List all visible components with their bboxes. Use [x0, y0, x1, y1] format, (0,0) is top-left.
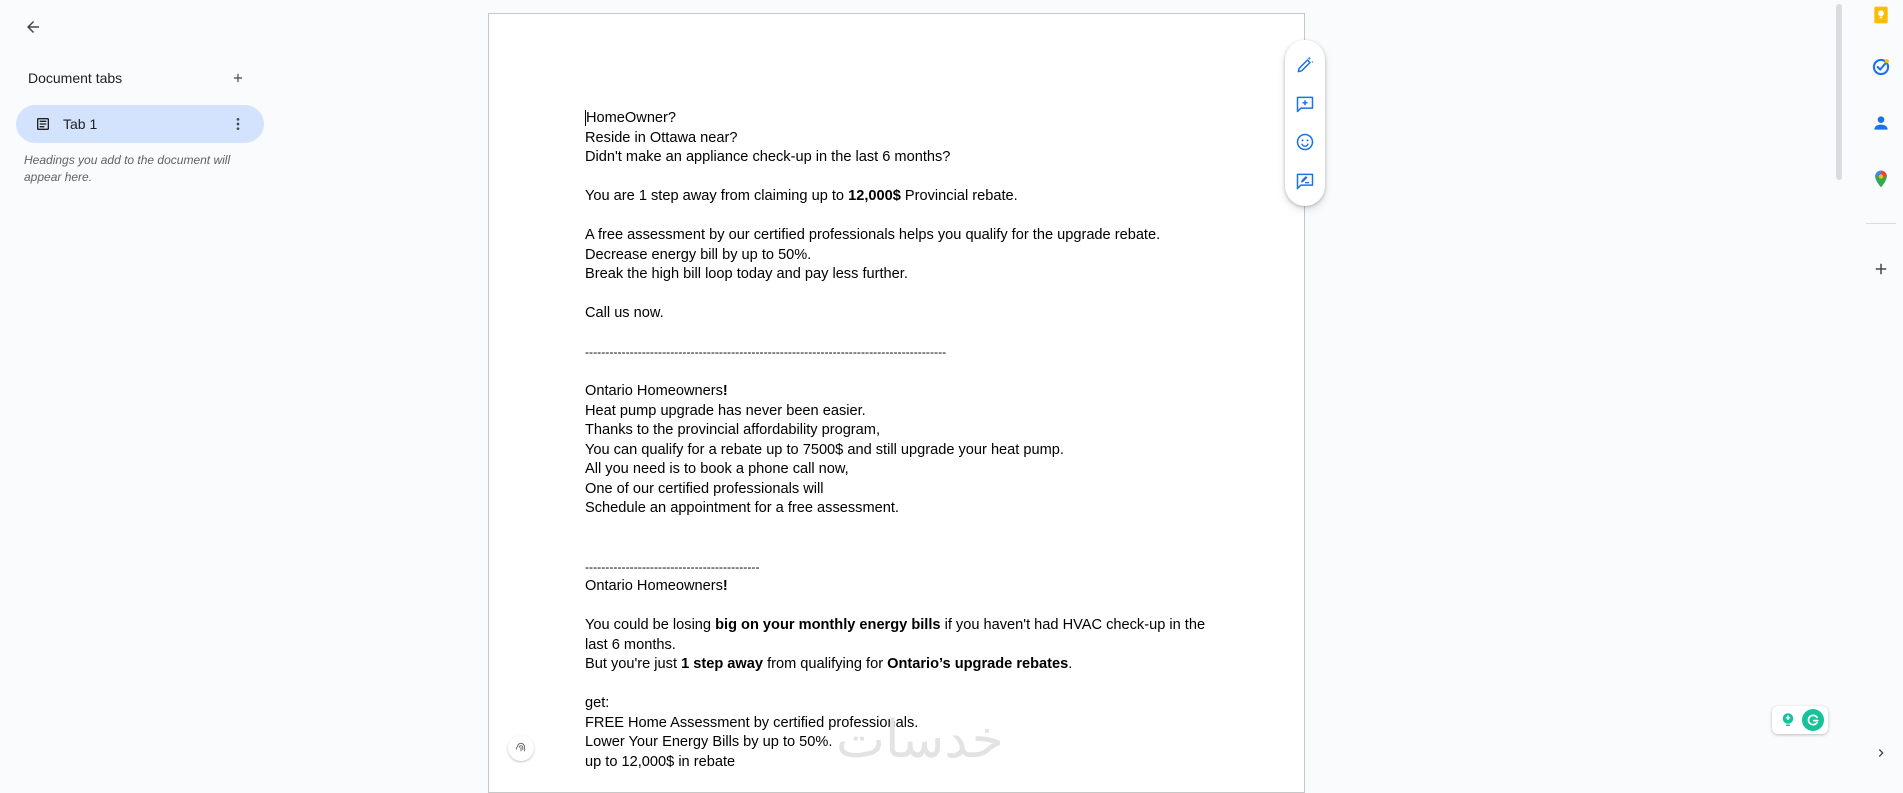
doc-separator: ----------------------------------------------------------------------------------------- — [585, 345, 947, 359]
doc-line: One of our certified professionals will — [585, 480, 824, 497]
doc-line — [585, 109, 1225, 129]
doc-line: All you need is to book a phone call now, — [585, 461, 849, 477]
chevron-right-icon — [1874, 746, 1888, 760]
doc-heading-line — [585, 577, 1225, 597]
doc-blank-line — [585, 597, 1225, 617]
suggest-edits-button[interactable] — [1291, 167, 1319, 195]
doc-text: You are 1 step away from claiming up to — [585, 188, 849, 204]
doc-line — [585, 655, 1225, 675]
document-page[interactable] — [488, 13, 1305, 793]
doc-bold-text: Ontario’s upgrade rebates — [887, 656, 1069, 672]
doc-line: Call us now. — [585, 305, 664, 321]
doc-line: Reside in Ottawa near? — [585, 129, 738, 146]
document-tabs-title: Document tabs — [28, 70, 123, 86]
fingerprint-icon — [514, 741, 528, 755]
doc-line: Lower Your Energy Bills by up to 50%. — [585, 734, 833, 750]
tasks-icon — [1871, 57, 1891, 77]
tab-item-tab-1[interactable] — [16, 105, 264, 143]
doc-line — [585, 187, 1225, 207]
doc-blank-line — [585, 207, 1225, 227]
contacts-button[interactable] — [1866, 108, 1896, 138]
add-comment-icon — [1295, 94, 1315, 114]
vertical-scrollbar[interactable] — [1834, 0, 1844, 779]
arrow-left-icon — [24, 18, 42, 36]
doc-separator: ------------------------------------------- — [585, 559, 760, 574]
doc-line: Decrease energy bill by up to 50%. — [585, 246, 812, 263]
doc-line: A free assessment by our certified professionals helps you qualify for the upgrade rebate. — [585, 227, 1161, 243]
doc-heading-line — [585, 382, 1225, 402]
doc-blank-line — [585, 538, 1225, 558]
doc-blank-line — [585, 324, 1225, 344]
doc-line: up to 12,000$ in rebate — [585, 753, 736, 770]
maps-pin-icon — [1871, 169, 1891, 189]
doc-line: FREE Home Assessment by certified professionals. — [585, 714, 919, 731]
tab-options-button[interactable] — [228, 114, 248, 134]
doc-blank-line — [585, 168, 1225, 188]
emoji-icon — [1295, 132, 1315, 152]
watermark: خدسات — [836, 710, 1004, 770]
tasks-button[interactable] — [1866, 52, 1896, 82]
doc-text: from qualifying for — [763, 656, 888, 672]
doc-blank-line — [585, 285, 1225, 305]
doc-text: Provincial rebate. — [900, 188, 1018, 204]
doc-paragraph — [585, 616, 1225, 655]
document-body[interactable] — [585, 109, 1225, 772]
tab-label: Tab 1 — [63, 116, 98, 132]
doc-text: Ontario Homeowners — [585, 578, 723, 594]
doc-text: You could be losing — [585, 617, 716, 633]
lightbulb-icon[interactable] — [1777, 709, 1799, 731]
page-fingerprint-button[interactable] — [508, 735, 534, 761]
plus-icon — [1872, 260, 1890, 278]
doc-blank-line — [585, 675, 1225, 695]
tabs-outline-hint: Headings you add to the document will appear here. — [24, 153, 231, 184]
doc-bold-text: 1 step away — [681, 656, 764, 672]
scrollbar-thumb[interactable] — [1836, 4, 1842, 180]
side-panel-divider — [1866, 223, 1896, 224]
maps-button[interactable] — [1866, 164, 1896, 194]
doc-line: get: — [585, 695, 610, 711]
magic-pen-icon — [1295, 55, 1315, 75]
doc-bold-text: ! — [722, 578, 728, 594]
add-emoji-reaction-button[interactable] — [1291, 128, 1319, 156]
doc-blank-line — [585, 519, 1225, 539]
side-panel — [1860, 0, 1903, 779]
grammarly-widget[interactable] — [1772, 706, 1828, 734]
keep-icon — [1871, 5, 1891, 25]
add-tab-button[interactable] — [228, 68, 248, 88]
doc-bold-text: 12,000$ — [848, 188, 901, 204]
get-add-ons-button[interactable] — [1866, 254, 1896, 284]
doc-line: Didn't make an appliance check-up in the last 6 months? — [585, 149, 951, 165]
doc-bold-text: big on your monthly energy bills — [715, 617, 941, 633]
doc-text: But you're just — [585, 656, 682, 672]
doc-text: Ontario Homeowners — [585, 383, 723, 399]
back-button[interactable] — [18, 12, 48, 42]
doc-text: . — [1068, 656, 1073, 672]
doc-line: Break the high bill loop today and pay less further. — [585, 266, 908, 282]
doc-line: You can qualify for a rebate up to 7500$ and still upgrade your heat pump. — [585, 441, 1064, 458]
doc-text: if you haven't had HVAC check-up in the last 6 months. — [585, 617, 1206, 653]
document-tabs-header — [28, 66, 248, 90]
suggest-edits-icon — [1295, 171, 1315, 191]
document-icon — [35, 116, 51, 132]
help-me-write-button[interactable] — [1291, 51, 1319, 79]
doc-line: Thanks to the provincial affordability program, — [585, 422, 880, 438]
more-vert-icon — [230, 116, 246, 132]
doc-text: HomeOwner? — [586, 110, 677, 126]
doc-line: Schedule an appointment for a free assessment. — [585, 500, 899, 516]
plus-icon — [231, 71, 245, 85]
doc-line: Heat pump upgrade has never been easier. — [585, 402, 866, 419]
keep-button[interactable] — [1866, 0, 1896, 30]
hide-side-panel-button[interactable] — [1866, 738, 1896, 768]
add-comment-button[interactable] — [1291, 90, 1319, 118]
doc-blank-line — [585, 363, 1225, 383]
grammarly-icon[interactable] — [1802, 709, 1824, 731]
floating-tools-bar — [1285, 40, 1325, 206]
doc-bold-text: ! — [722, 383, 728, 399]
contacts-icon — [1871, 113, 1891, 133]
